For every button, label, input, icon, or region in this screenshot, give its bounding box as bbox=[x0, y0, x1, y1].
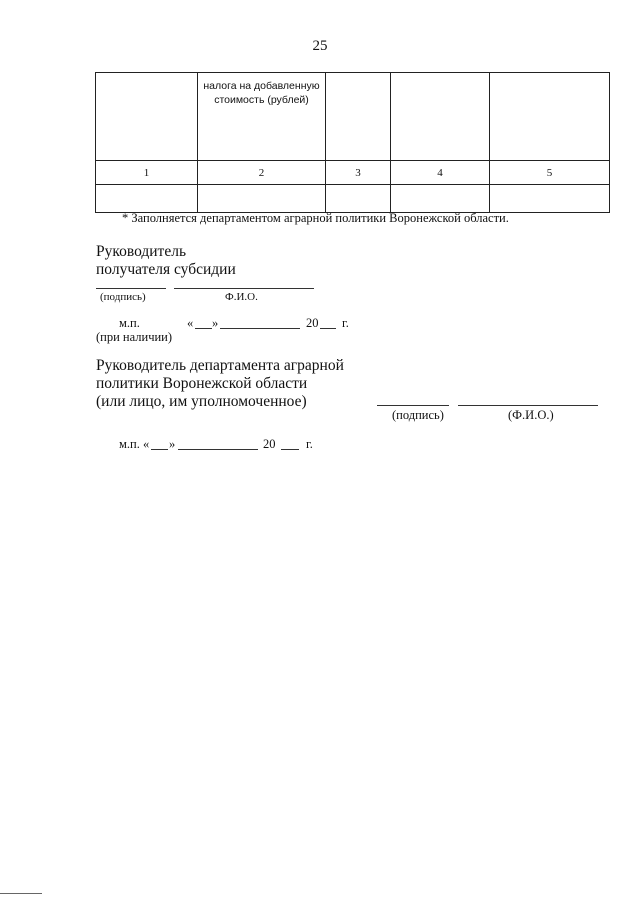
footnote: * Заполняется департаментом аграрной политики Воронежской области. bbox=[122, 211, 509, 225]
table-cell bbox=[490, 185, 610, 213]
recipient-date-close: » bbox=[212, 316, 219, 330]
department-day-line bbox=[151, 449, 168, 450]
recipient-sign-label: (подпись) bbox=[100, 291, 146, 303]
department-year-suffix: г. bbox=[306, 437, 313, 451]
table-cell bbox=[198, 185, 326, 213]
department-title-line2: политики Воронежской области bbox=[96, 375, 308, 392]
recipient-month-line bbox=[220, 328, 300, 329]
department-year-prefix: 20 bbox=[263, 437, 276, 451]
recipient-name-line bbox=[174, 288, 314, 289]
department-signature-line bbox=[377, 405, 449, 406]
table-row bbox=[96, 185, 610, 213]
department-name-line bbox=[458, 405, 598, 406]
recipient-stamp-note: (при наличии) bbox=[96, 330, 173, 344]
data-table bbox=[95, 72, 610, 213]
department-stamp: м.п. bbox=[119, 437, 140, 451]
recipient-date-open: « bbox=[187, 316, 194, 330]
department-sign-label: (подпись) bbox=[392, 408, 444, 422]
department-title-line3: (или лицо, им уполномоченное) bbox=[96, 393, 307, 410]
recipient-name-label: Ф.И.О. bbox=[225, 291, 258, 303]
recipient-title-line2: получателя субсидии bbox=[96, 261, 236, 278]
recipient-day-line bbox=[195, 328, 212, 329]
recipient-title-line1: Руководитель bbox=[96, 243, 187, 260]
column-number: 3 bbox=[326, 161, 391, 185]
table-cell bbox=[326, 73, 391, 161]
recipient-year-prefix: 20 bbox=[306, 316, 319, 330]
table-cell bbox=[96, 185, 198, 213]
table-column-numbers-row bbox=[96, 161, 610, 185]
table-cell bbox=[96, 73, 198, 161]
department-name-label: (Ф.И.О.) bbox=[508, 408, 554, 422]
department-month-line bbox=[178, 449, 258, 450]
column-number: 4 bbox=[391, 161, 490, 185]
page-number: 25 bbox=[312, 38, 328, 54]
column-number: 2 bbox=[198, 161, 326, 185]
department-year-line bbox=[281, 449, 299, 450]
table-cell bbox=[490, 73, 610, 161]
table-cell: налога на добавленную стоимость (рублей) bbox=[198, 73, 326, 161]
recipient-year-suffix: г. bbox=[342, 316, 349, 330]
column-number: 1 bbox=[96, 161, 198, 185]
recipient-stamp: м.п. bbox=[119, 316, 140, 330]
recipient-signature-line bbox=[96, 288, 166, 289]
recipient-year-line bbox=[320, 328, 336, 329]
department-date-open: « bbox=[143, 437, 150, 451]
department-date-close: » bbox=[169, 437, 176, 451]
column-number: 5 bbox=[490, 161, 610, 185]
table-cell bbox=[326, 185, 391, 213]
table-cell bbox=[391, 185, 490, 213]
table-cell bbox=[391, 73, 490, 161]
table-header-row bbox=[96, 73, 610, 161]
department-title-line1: Руководитель департамента аграрной bbox=[96, 357, 344, 374]
scan-edge-mark bbox=[0, 893, 42, 894]
